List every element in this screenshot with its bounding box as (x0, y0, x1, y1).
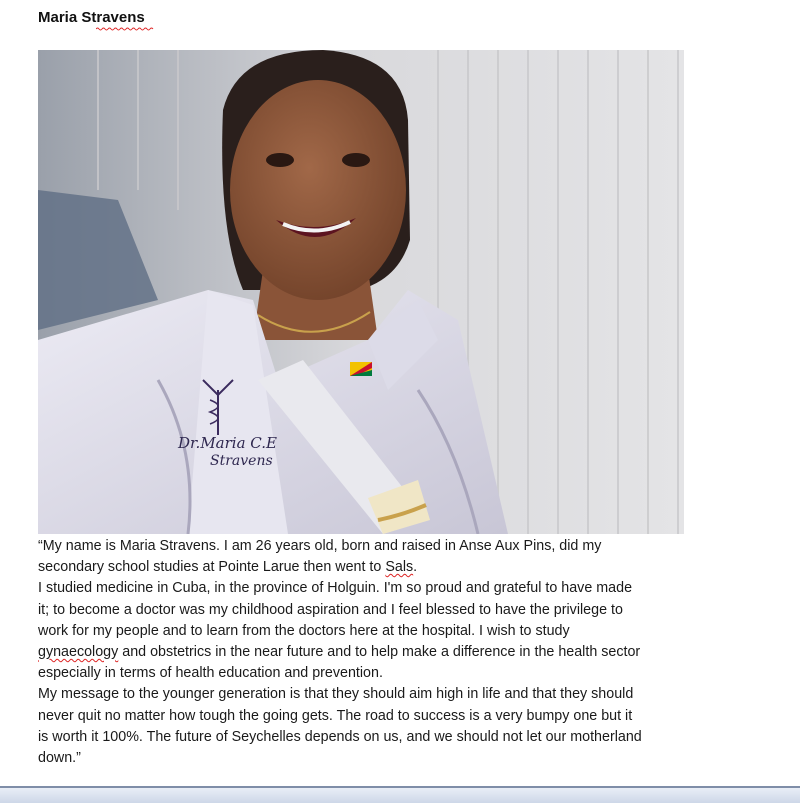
paragraph-line (38, 706, 788, 727)
text-run: “My name is Maria Stravens. I am 26 years old, born and raised in Anse Aux Pins, did my (38, 538, 602, 554)
quote-paragraph (38, 536, 788, 769)
text-run: I studied medicine in Cuba, in the province of Holguin. I'm so proud and grateful to have made (38, 580, 633, 597)
paragraph-line (38, 663, 788, 684)
portrait-photo (38, 50, 684, 534)
paragraph-line (38, 578, 788, 599)
text-run: it; to become a doctor was my childhood aspiration and I feel blessed to have the privilege to (38, 601, 623, 618)
paragraph-line (38, 600, 788, 621)
text-run: down.” (38, 750, 81, 767)
text-run: My message to the younger generation is that they should aim high in life and that they should (38, 686, 634, 703)
window-status-bar (0, 788, 800, 803)
paragraph-line (38, 642, 788, 663)
paragraph-line (38, 684, 788, 705)
misspelled-word: gynaecology (38, 644, 119, 661)
spellcheck-underline (96, 27, 154, 31)
paragraph-line (38, 748, 788, 769)
text-run: work for my people and to learn from the doctors here at the hospital. I wish to study (38, 622, 570, 639)
paragraph-line (38, 536, 788, 557)
paragraph-line (38, 621, 788, 642)
embroidery-line-1: Dr.Maria C.E (178, 434, 277, 452)
text-run: and obstetrics in the near future and to help make a difference in the health sector (118, 644, 641, 661)
misspelled-word: Sals (385, 559, 414, 576)
text-run: never quit no matter how tough the going gets. The road to success is a very bumpy one but it (38, 707, 633, 724)
paragraph-line (38, 557, 788, 578)
text-run: secondary school studies at Pointe Larue then went to (38, 559, 386, 576)
text-run: . (413, 559, 418, 576)
document-heading: Maria Stravens (38, 9, 145, 26)
embroidery-line-2: Stravens (210, 453, 273, 469)
text-run: is worth it 100%. The future of Seychelles depends on us, and we should not let our motherland (38, 728, 642, 745)
paragraph-line (38, 727, 788, 748)
text-run: especially in terms of health education and prevention. (38, 665, 383, 682)
